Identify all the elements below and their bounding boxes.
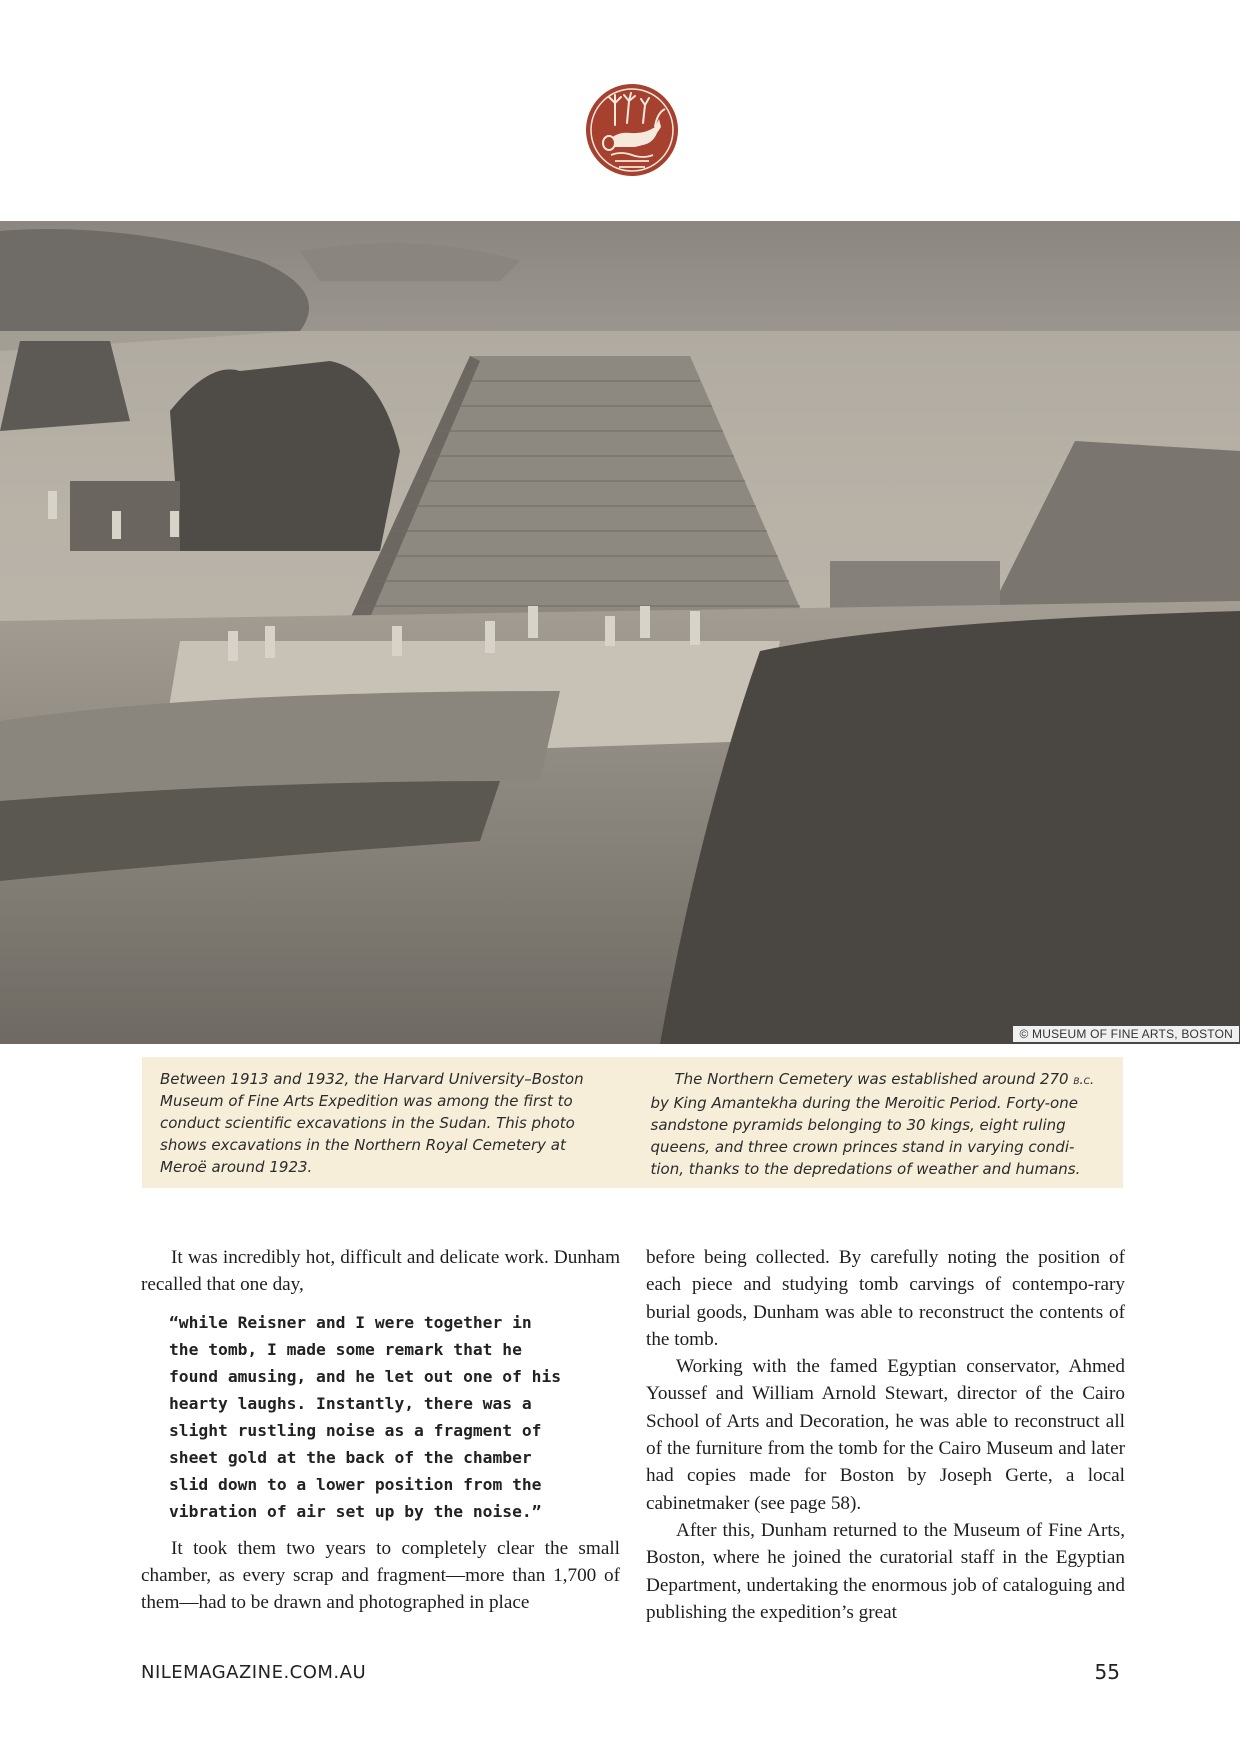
article-paragraph: After this, Dunham returned to the Museum of Fine Arts, Boston, where he joined the curatorial staff in the Egyptian Department, undertaking the enormous job of cataloguing and publishing the expedition’s great	[646, 1519, 1125, 1623]
page-number: 55	[1094, 1660, 1120, 1684]
article-paragraph: before being collected. By carefully noting the position of each piece and studying tomb carvings of contempo-rary burial goods, Dunham was able to reconstruct the contents of the tomb.	[646, 1247, 1125, 1350]
article-column-right	[646, 1244, 1125, 1626]
caption-right-part2: by King Amantekha during the Meroitic Period. Forty-one sandstone pyramids belonging to 30 kings, eight ruling queens, and three crown princes stand in varying condi-tion, thanks to the depredations of weather and humans.	[650, 1094, 1081, 1178]
excavation-photograph	[0, 221, 1240, 1044]
caption-box	[142, 1057, 1123, 1188]
footer-website: NILEMAGAZINE.COM.AU	[141, 1662, 367, 1683]
caption-left: Between 1913 and 1932, the Harvard University–Boston Museum of Fine Arts Expedition was among the first to conduct scientific excavations in the Sudan. This photo shows excavations in the Northern Royal Cemetery at Meroë around 1923.	[160, 1070, 584, 1176]
block-quote: “while Reisner and I were together in the tomb, I made some remark that he found amusing, and he let out one of his hearty laughs. Instantly, there was a slight rustling noise as a fragment of sheet gold at the back of the chamber slid down to a lower position from the vibration of air set up by the noise.”	[169, 1312, 562, 1521]
article-column-left	[141, 1244, 620, 1616]
caption-right-bc: b.c.	[1073, 1073, 1095, 1088]
article-paragraph: It took them two years to completely clear the small chamber, as every scrap and fragment—more than 1,700 of them—had to be drawn and photographed in place	[141, 1537, 620, 1614]
photo-credit: © MUSEUM OF FINE ARTS, BOSTON	[1013, 1026, 1239, 1042]
antelope-seal-icon	[585, 83, 679, 177]
article-paragraph: It was incredibly hot, difficult and delicate work. Dunham recalled that one day,	[141, 1247, 620, 1296]
caption-right	[651, 1068, 1106, 1188]
article-paragraph: Working with the famed Egyptian conservator, Ahmed Youssef and William Arnold Stewart, director of the Cairo School of Arts and Decoration, he was able to reconstruct all of the furniture from the tomb for the Cairo Museum and later had copies made for Boston by Joseph Gerte, a local cabinetmaker (see page 58).	[646, 1356, 1125, 1514]
caption-right-part1: The Northern Cemetery was established around 270	[674, 1070, 1069, 1088]
